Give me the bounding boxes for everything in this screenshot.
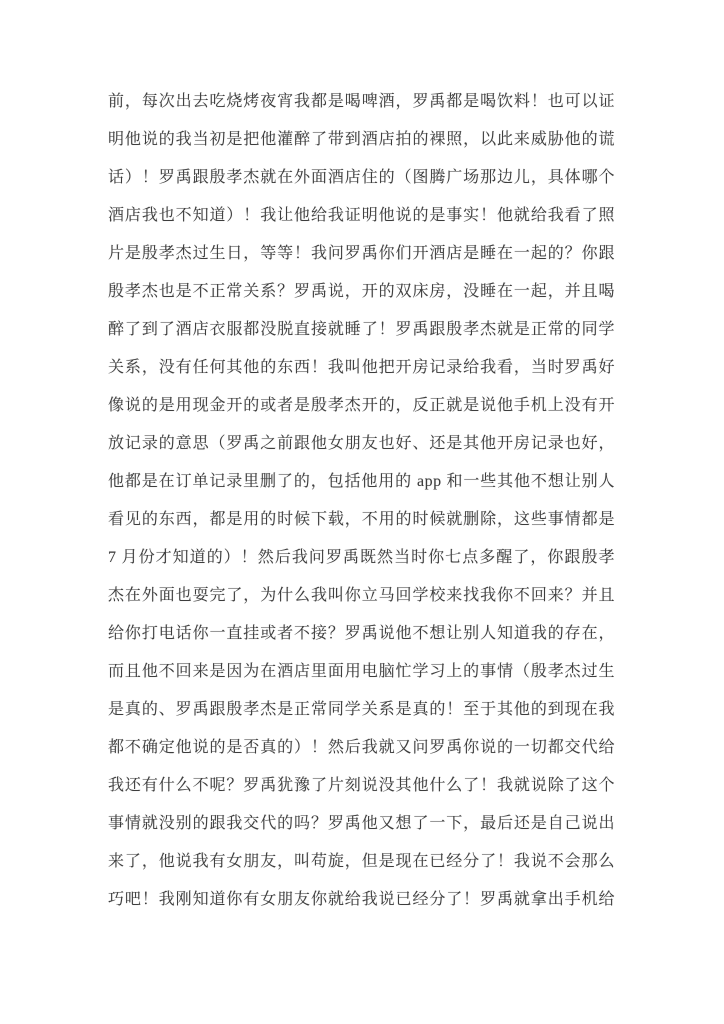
text-line: 醉了到了酒店衣服都没脱直接就睡了！罗禹跟殷孝杰就是正常的同学	[108, 321, 615, 338]
text-line: 前，每次出去吃烧烤夜宵我都是喝啤酒，罗禹都是喝饮料！也可以证	[108, 93, 615, 110]
paragraph-text-block	[108, 83, 615, 919]
text-line: 杰在外面也耍完了，为什么我叫你立马回学校来找我你不回来？并且	[108, 587, 615, 604]
text-line: 话）！罗禹跟殷孝杰就在外面酒店住的（图腾广场那边儿，具体哪个	[108, 169, 615, 186]
text-line: 我还有什么不呢？罗禹犹豫了片刻说没其他什么了！我就说除了这个	[108, 777, 615, 794]
text-line: 都不确定他说的是否真的）！然后我就又问罗禹你说的一切都交代给	[108, 739, 615, 756]
text-line: 7 月份才知道的）！然后我问罗禹既然当时你七点多醒了，你跟殷孝	[108, 549, 615, 566]
text-line: 来了，他说我有女朋友，叫苟旋，但是现在已经分了！我说不会那么	[108, 853, 615, 870]
text-line: 巧吧！我刚知道你有女朋友你就给我说已经分了！罗禹就拿出手机给	[108, 891, 615, 908]
text-line: 关系，没有任何其他的东西！我叫他把开房记录给我看，当时罗禹好	[108, 359, 615, 376]
text-line: 看见的东西，都是用的时候下载，不用的时候就删除，这些事情都是	[108, 511, 615, 528]
text-line: 给你打电话你一直挂或者不接？罗禹说他不想让别人知道我的存在，	[108, 625, 615, 642]
text-line: 而且他不回来是因为在酒店里面用电脑忙学习上的事情（殷孝杰过生	[108, 663, 615, 680]
text-line: 殷孝杰也是不正常关系？罗禹说，开的双床房，没睡在一起，并且喝	[108, 283, 615, 300]
text-line: 放记录的意思（罗禹之前跟他女朋友也好、还是其他开房记录也好，	[108, 435, 615, 452]
text-line: 事情就没别的跟我交代的吗？罗禹他又想了一下，最后还是自己说出	[108, 815, 615, 832]
text-line: 他都是在订单记录里删了的，包括他用的 app 和一些其他不想让别人	[108, 473, 615, 490]
text-line: 明他说的我当初是把他灌醉了带到酒店拍的裸照，以此来威胁他的谎	[108, 131, 615, 148]
text-line: 片是殷孝杰过生日，等等！我问罗禹你们开酒店是睡在一起的？你跟	[108, 245, 615, 262]
text-line: 像说的是用现金开的或者是殷孝杰开的，反正就是说他手机上没有开	[108, 397, 615, 414]
text-line: 酒店我也不知道）！我让他给我证明他说的是事实！他就给我看了照	[108, 207, 615, 224]
text-line: 是真的、罗禹跟殷孝杰是正常同学关系是真的！至于其他的到现在我	[108, 701, 615, 718]
